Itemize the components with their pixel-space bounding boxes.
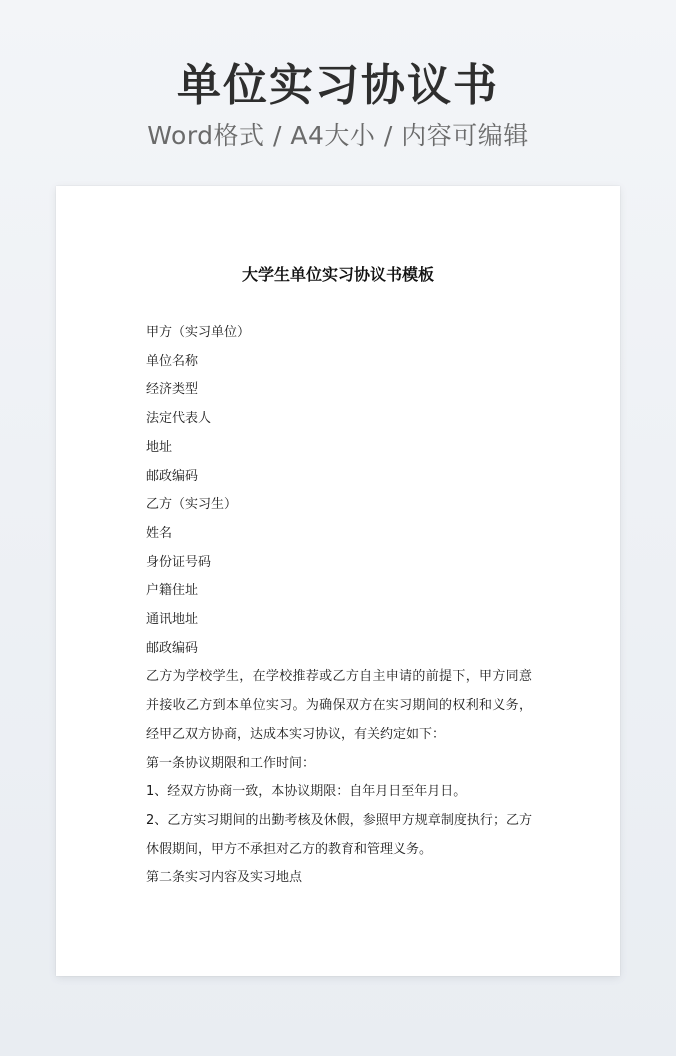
field-address: 地址 xyxy=(146,439,173,455)
document-body xyxy=(146,319,532,893)
page-title: 单位实习协议书 xyxy=(177,60,499,111)
field-mailing-address: 通讯地址 xyxy=(146,612,199,628)
field-name: 姓名 xyxy=(146,525,173,541)
field-household-address: 户籍住址 xyxy=(146,583,199,599)
field-id-number: 身份证号码 xyxy=(146,554,212,570)
field-postal-code-a: 邮政编码 xyxy=(146,468,199,484)
page-subtitle: Word格式 / A4大小 / 内容可编辑 xyxy=(147,121,529,150)
document-page xyxy=(56,186,620,976)
field-legal-representative: 法定代表人 xyxy=(146,411,212,427)
article-2-heading: 第二条实习内容及实习地点 xyxy=(146,870,303,886)
page-header xyxy=(0,58,676,152)
intro-paragraph: 乙方为学校学生，在学校推荐或乙方自主申请的前提下，甲方同意并接收乙方到本单位实习。为确保双方在实习期间的权利和义务，经甲乙双方协商，达成本实习协议，有关约定如下： xyxy=(146,669,532,742)
field-economic-type: 经济类型 xyxy=(146,382,199,398)
field-postal-code-b: 邮政编码 xyxy=(146,640,199,656)
article-1-clause-1: 1、经双方协商一致，本协议期限：自年月日至年月日。 xyxy=(146,784,467,800)
party-a-heading: 甲方（实习单位） xyxy=(146,325,251,340)
field-unit-name: 单位名称 xyxy=(146,353,199,369)
document-title: 大学生单位实习协议书模板 xyxy=(241,265,434,284)
article-1-heading: 第一条协议期限和工作时间： xyxy=(146,755,316,771)
article-1-clause-2: 2、乙方实习期间的出勤考核及休假，参照甲方规章制度执行；乙方休假期间，甲方不承担对乙方的教育和管理义务。 xyxy=(146,812,532,857)
party-b-heading: 乙方（实习生） xyxy=(146,497,238,513)
